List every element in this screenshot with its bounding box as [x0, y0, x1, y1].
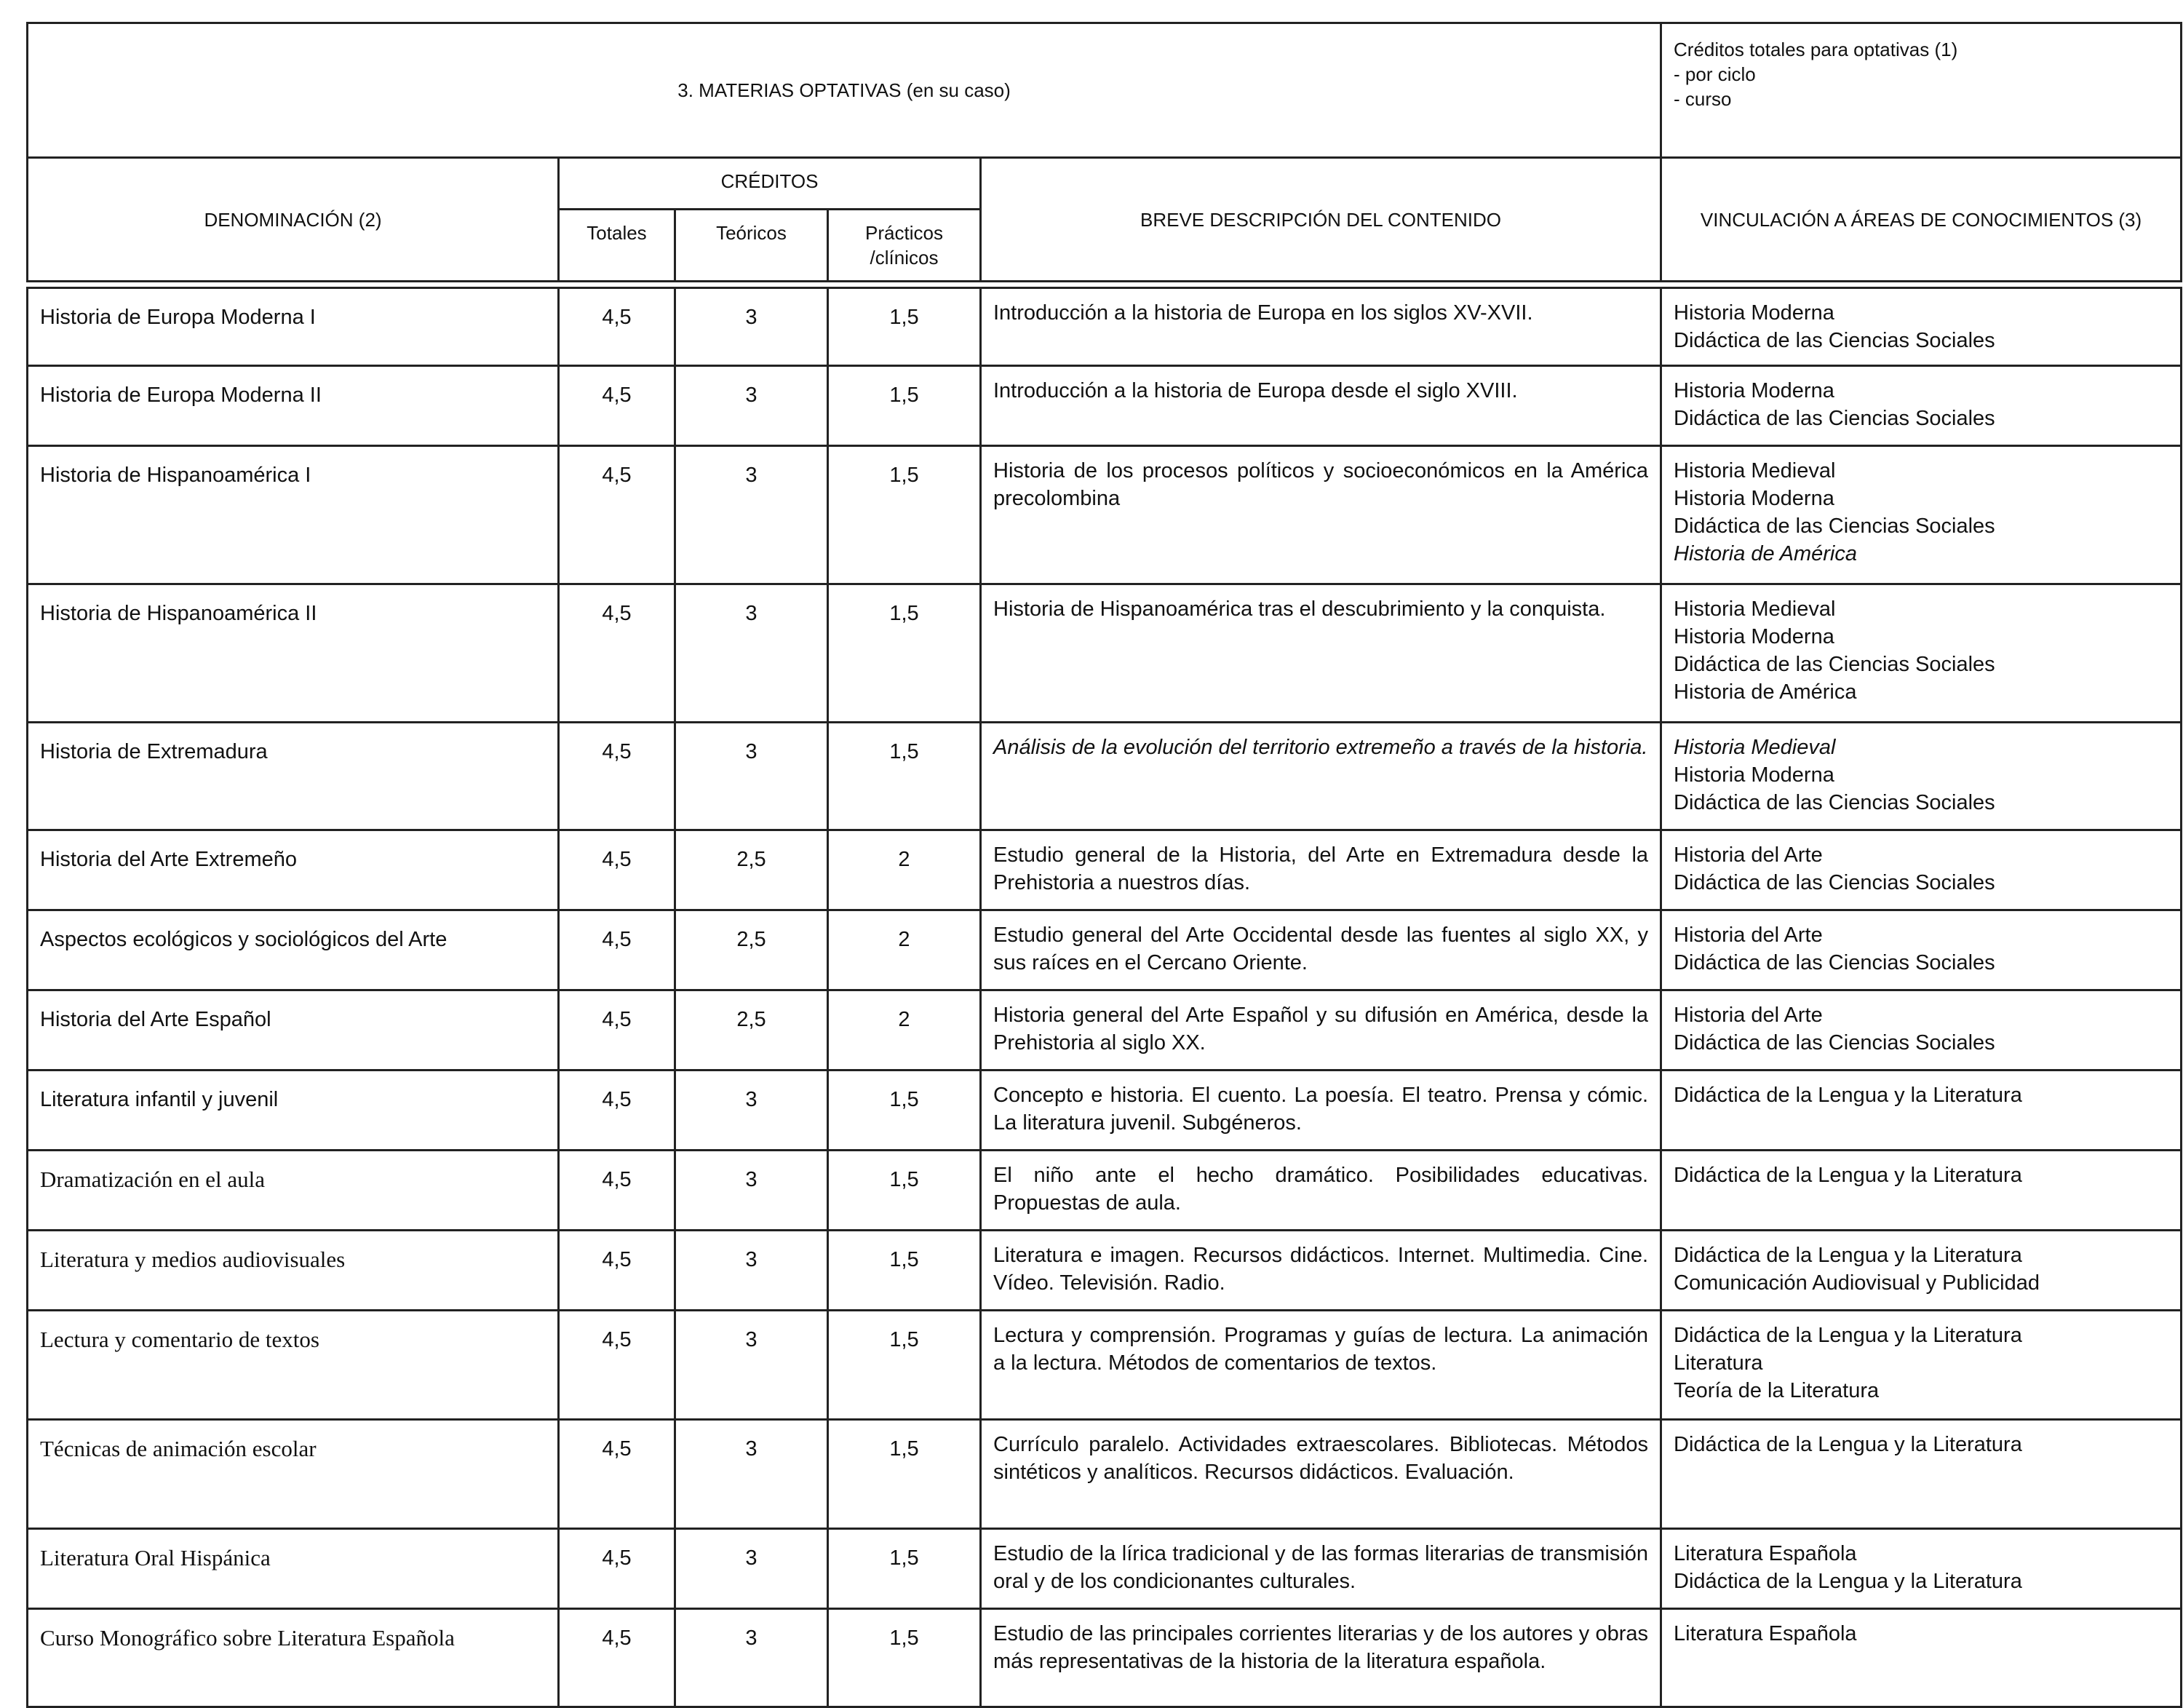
table-row [28, 1151, 2182, 1231]
subject-name: Dramatización en el aula [28, 1151, 559, 1231]
credits-practicos: 1,5 [828, 1529, 981, 1609]
subject-description: El niño ante el hecho dramático. Posibilidades educativas. Propuestas de aula. [981, 1151, 1661, 1231]
knowledge-area: Historia Moderna [1674, 625, 1834, 648]
subject-description: Estudio de la lírica tradicional y de las formas literarias de transmisión oral y de los condicionantes culturales. [981, 1529, 1661, 1609]
subject-description: Estudio general del Arte Occidental desde las fuentes al siglo XX, y sus raíces en el Cercano Oriente. [981, 910, 1661, 990]
credits-teoricos: 3 [675, 1311, 828, 1420]
table-row [28, 1231, 2182, 1311]
knowledge-areas [1661, 1529, 2182, 1609]
credits-totales: 4,5 [559, 723, 675, 830]
table-row [28, 288, 2182, 366]
knowledge-area: Didáctica de la Lengua y la Literatura [1674, 1164, 2022, 1187]
knowledge-area: Didáctica de las Ciencias Sociales [1674, 871, 1995, 894]
knowledge-areas [1661, 830, 2182, 910]
knowledge-area: Historia Moderna [1674, 763, 1834, 787]
knowledge-area: Comunicación Audiovisual y Publicidad [1674, 1271, 2040, 1295]
credits-totales: 4,5 [559, 830, 675, 910]
col-practicos [828, 210, 981, 282]
header-separator [28, 282, 2182, 288]
credits-note-line: Créditos totales para optativas (1) [1674, 39, 1958, 60]
knowledge-area: Didáctica de la Lengua y la Literatura [1674, 1570, 2022, 1593]
credits-practicos: 1,5 [828, 288, 981, 366]
credits-totales: 4,5 [559, 288, 675, 366]
credits-totales: 4,5 [559, 1420, 675, 1529]
credits-teoricos: 2,5 [675, 990, 828, 1071]
knowledge-areas [1661, 1311, 2182, 1420]
knowledge-area: Didáctica de la Lengua y la Literatura [1674, 1324, 2022, 1347]
credits-teoricos: 3 [675, 446, 828, 584]
subject-name: Historia del Arte Español [28, 990, 559, 1071]
subject-name: Historia de Europa Moderna II [28, 366, 559, 446]
credits-totales: 4,5 [559, 446, 675, 584]
knowledge-areas [1661, 990, 2182, 1071]
subject-name: Literatura infantil y juvenil [28, 1071, 559, 1151]
subject-name: Literatura Oral Hispánica [28, 1529, 559, 1609]
col-descripcion: BREVE DESCRIPCIÓN DEL CONTENIDO [981, 158, 1661, 282]
subject-name: Historia de Hispanoamérica II [28, 584, 559, 723]
credits-practicos: 1,5 [828, 1311, 981, 1420]
subject-description: Historia general del Arte Español y su difusión en América, desde la Prehistoria al siglo XX. [981, 990, 1661, 1071]
knowledge-area: Didáctica de la Lengua y la Literatura [1674, 1244, 2022, 1267]
credits-totales: 4,5 [559, 366, 675, 446]
credits-practicos: 2 [828, 990, 981, 1071]
col-practicos-line: Prácticos [865, 222, 943, 244]
col-vinculacion: VINCULACIÓN A ÁREAS DE CONOCIMIENTOS (3) [1661, 158, 2182, 282]
knowledge-area: Historia del Arte [1674, 1004, 1823, 1027]
credits-teoricos: 3 [675, 1231, 828, 1311]
table-row [28, 584, 2182, 723]
credits-teoricos: 3 [675, 584, 828, 723]
table-row [28, 1311, 2182, 1420]
credits-teoricos: 3 [675, 366, 828, 446]
subject-description: Literatura e imagen. Recursos didácticos. Internet. Multimedia. Cine. Vídeo. Televisión. Radio. [981, 1231, 1661, 1311]
credits-practicos: 1,5 [828, 1420, 981, 1529]
subject-name: Aspectos ecológicos y sociológicos del Arte [28, 910, 559, 990]
knowledge-area: Didáctica de la Lengua y la Literatura [1674, 1433, 2022, 1456]
table-row [28, 366, 2182, 446]
knowledge-areas [1661, 1151, 2182, 1231]
subject-name: Técnicas de animación escolar [28, 1420, 559, 1529]
subject-description: Estudio general de la Historia, del Arte en Extremadura desde la Prehistoria a nuestros días. [981, 830, 1661, 910]
optativas-table [26, 22, 2182, 1708]
credits-practicos: 1,5 [828, 1609, 981, 1707]
subject-description: Estudio de las principales corrientes literarias y de los autores y obras más representativas de la historia de la literatura española. [981, 1609, 1661, 1707]
table-row [28, 446, 2182, 584]
knowledge-area: Historia Moderna [1674, 301, 1834, 325]
column-header-row [28, 158, 2182, 210]
knowledge-area: Didáctica de las Ciencias Sociales [1674, 653, 1995, 676]
document-page [26, 22, 2180, 1708]
credits-totales: 4,5 [559, 1311, 675, 1420]
subject-description: Historia de Hispanoamérica tras el descubrimiento y la conquista. [981, 584, 1661, 723]
knowledge-area: Didáctica de las Ciencias Sociales [1674, 791, 1995, 814]
credits-teoricos: 3 [675, 1151, 828, 1231]
knowledge-area: Didáctica de las Ciencias Sociales [1674, 329, 1995, 352]
knowledge-area: Historia Moderna [1674, 487, 1834, 510]
section-title: 3. MATERIAS OPTATIVAS (en su caso) [28, 23, 1661, 158]
table-row [28, 723, 2182, 830]
credits-teoricos: 3 [675, 288, 828, 366]
credits-totales: 4,5 [559, 1151, 675, 1231]
subject-name: Historia de Extremadura [28, 723, 559, 830]
col-denominacion: DENOMINACIÓN (2) [28, 158, 559, 282]
credits-practicos: 1,5 [828, 366, 981, 446]
knowledge-area: Didáctica de las Ciencias Sociales [1674, 951, 1995, 974]
knowledge-area: Historia de América [1674, 542, 1857, 565]
credits-practicos: 2 [828, 910, 981, 990]
credits-totales: 4,5 [559, 910, 675, 990]
knowledge-area: Historia Moderna [1674, 379, 1834, 402]
table-row [28, 990, 2182, 1071]
knowledge-areas [1661, 446, 2182, 584]
table-row [28, 830, 2182, 910]
table-row [28, 1529, 2182, 1609]
knowledge-area: Literatura [1674, 1351, 1763, 1375]
knowledge-areas [1661, 723, 2182, 830]
credits-practicos: 1,5 [828, 723, 981, 830]
knowledge-area: Literatura Española [1674, 1622, 1857, 1645]
knowledge-area: Didáctica de las Ciencias Sociales [1674, 515, 1995, 538]
subject-name: Curso Monográfico sobre Literatura Española [28, 1609, 559, 1707]
subject-description: Historia de los procesos políticos y socioeconómicos en la América precolombina [981, 446, 1661, 584]
subject-name: Lectura y comentario de textos [28, 1311, 559, 1420]
credits-teoricos: 3 [675, 1071, 828, 1151]
col-totales: Totales [559, 210, 675, 282]
credits-teoricos: 3 [675, 1529, 828, 1609]
col-creditos: CRÉDITOS [559, 158, 981, 210]
subject-description: Lectura y comprensión. Programas y guías de lectura. La animación a la lectura. Métodos de comentarios de textos. [981, 1311, 1661, 1420]
credits-practicos: 1,5 [828, 1231, 981, 1311]
credits-practicos: 1,5 [828, 1071, 981, 1151]
credits-totales: 4,5 [559, 1231, 675, 1311]
credits-totales: 4,5 [559, 1529, 675, 1609]
table-row [28, 1071, 2182, 1151]
knowledge-area: Didáctica de las Ciencias Sociales [1674, 1031, 1995, 1054]
table-row [28, 1609, 2182, 1707]
knowledge-area: Didáctica de las Ciencias Sociales [1674, 407, 1995, 430]
col-teoricos: Teóricos [675, 210, 828, 282]
subjects-body [28, 288, 2182, 1707]
credits-totales: 4,5 [559, 990, 675, 1071]
credits-practicos: 1,5 [828, 584, 981, 723]
knowledge-area: Didáctica de la Lengua y la Literatura [1674, 1084, 2022, 1107]
subject-description: Introducción a la historia de Europa en los siglos XV-XVII. [981, 288, 1661, 366]
credits-practicos: 1,5 [828, 1151, 981, 1231]
knowledge-area: Historia del Arte [1674, 843, 1823, 867]
credits-teoricos: 2,5 [675, 830, 828, 910]
knowledge-areas [1661, 910, 2182, 990]
knowledge-area: Historia de América [1674, 680, 1857, 704]
section-header-row [28, 23, 2182, 158]
knowledge-areas [1661, 288, 2182, 366]
credits-note-line: - por ciclo [1674, 63, 1756, 85]
knowledge-area: Historia Medieval [1674, 597, 1836, 621]
knowledge-areas [1661, 366, 2182, 446]
subject-name: Historia del Arte Extremeño [28, 830, 559, 910]
knowledge-areas [1661, 1071, 2182, 1151]
credits-teoricos: 3 [675, 723, 828, 830]
subject-description: Análisis de la evolución del territorio extremeño a través de la historia. [981, 723, 1661, 830]
credits-practicos: 2 [828, 830, 981, 910]
col-practicos-line: /clínicos [870, 247, 939, 269]
credits-totales: 4,5 [559, 1071, 675, 1151]
knowledge-areas [1661, 1231, 2182, 1311]
credits-note-line: - curso [1674, 88, 1732, 110]
credits-totales: 4,5 [559, 584, 675, 723]
subject-description: Concepto e historia. El cuento. La poesía. El teatro. Prensa y cómic. La literatura juvenil. Subgéneros. [981, 1071, 1661, 1151]
knowledge-areas [1661, 1609, 2182, 1707]
subject-name: Literatura y medios audiovisuales [28, 1231, 559, 1311]
credits-totales: 4,5 [559, 1609, 675, 1707]
table-row [28, 910, 2182, 990]
knowledge-area: Historia Medieval [1674, 736, 1836, 759]
credits-teoricos: 3 [675, 1609, 828, 1707]
credits-note [1661, 23, 2182, 158]
subject-description: Introducción a la historia de Europa desde el siglo XVIII. [981, 366, 1661, 446]
knowledge-areas [1661, 1420, 2182, 1529]
subject-description: Currículo paralelo. Actividades extraescolares. Bibliotecas. Métodos sintéticos y analíticos. Recursos didácticos. Evaluación. [981, 1420, 1661, 1529]
subject-name: Historia de Hispanoamérica I [28, 446, 559, 584]
knowledge-areas [1661, 584, 2182, 723]
credits-teoricos: 3 [675, 1420, 828, 1529]
table-row [28, 1420, 2182, 1529]
knowledge-area: Teoría de la Literatura [1674, 1379, 1880, 1402]
credits-practicos: 1,5 [828, 446, 981, 584]
knowledge-area: Literatura Española [1674, 1542, 1857, 1565]
subject-name: Historia de Europa Moderna I [28, 288, 559, 366]
knowledge-area: Historia Medieval [1674, 459, 1836, 482]
credits-teoricos: 2,5 [675, 910, 828, 990]
knowledge-area: Historia del Arte [1674, 923, 1823, 947]
